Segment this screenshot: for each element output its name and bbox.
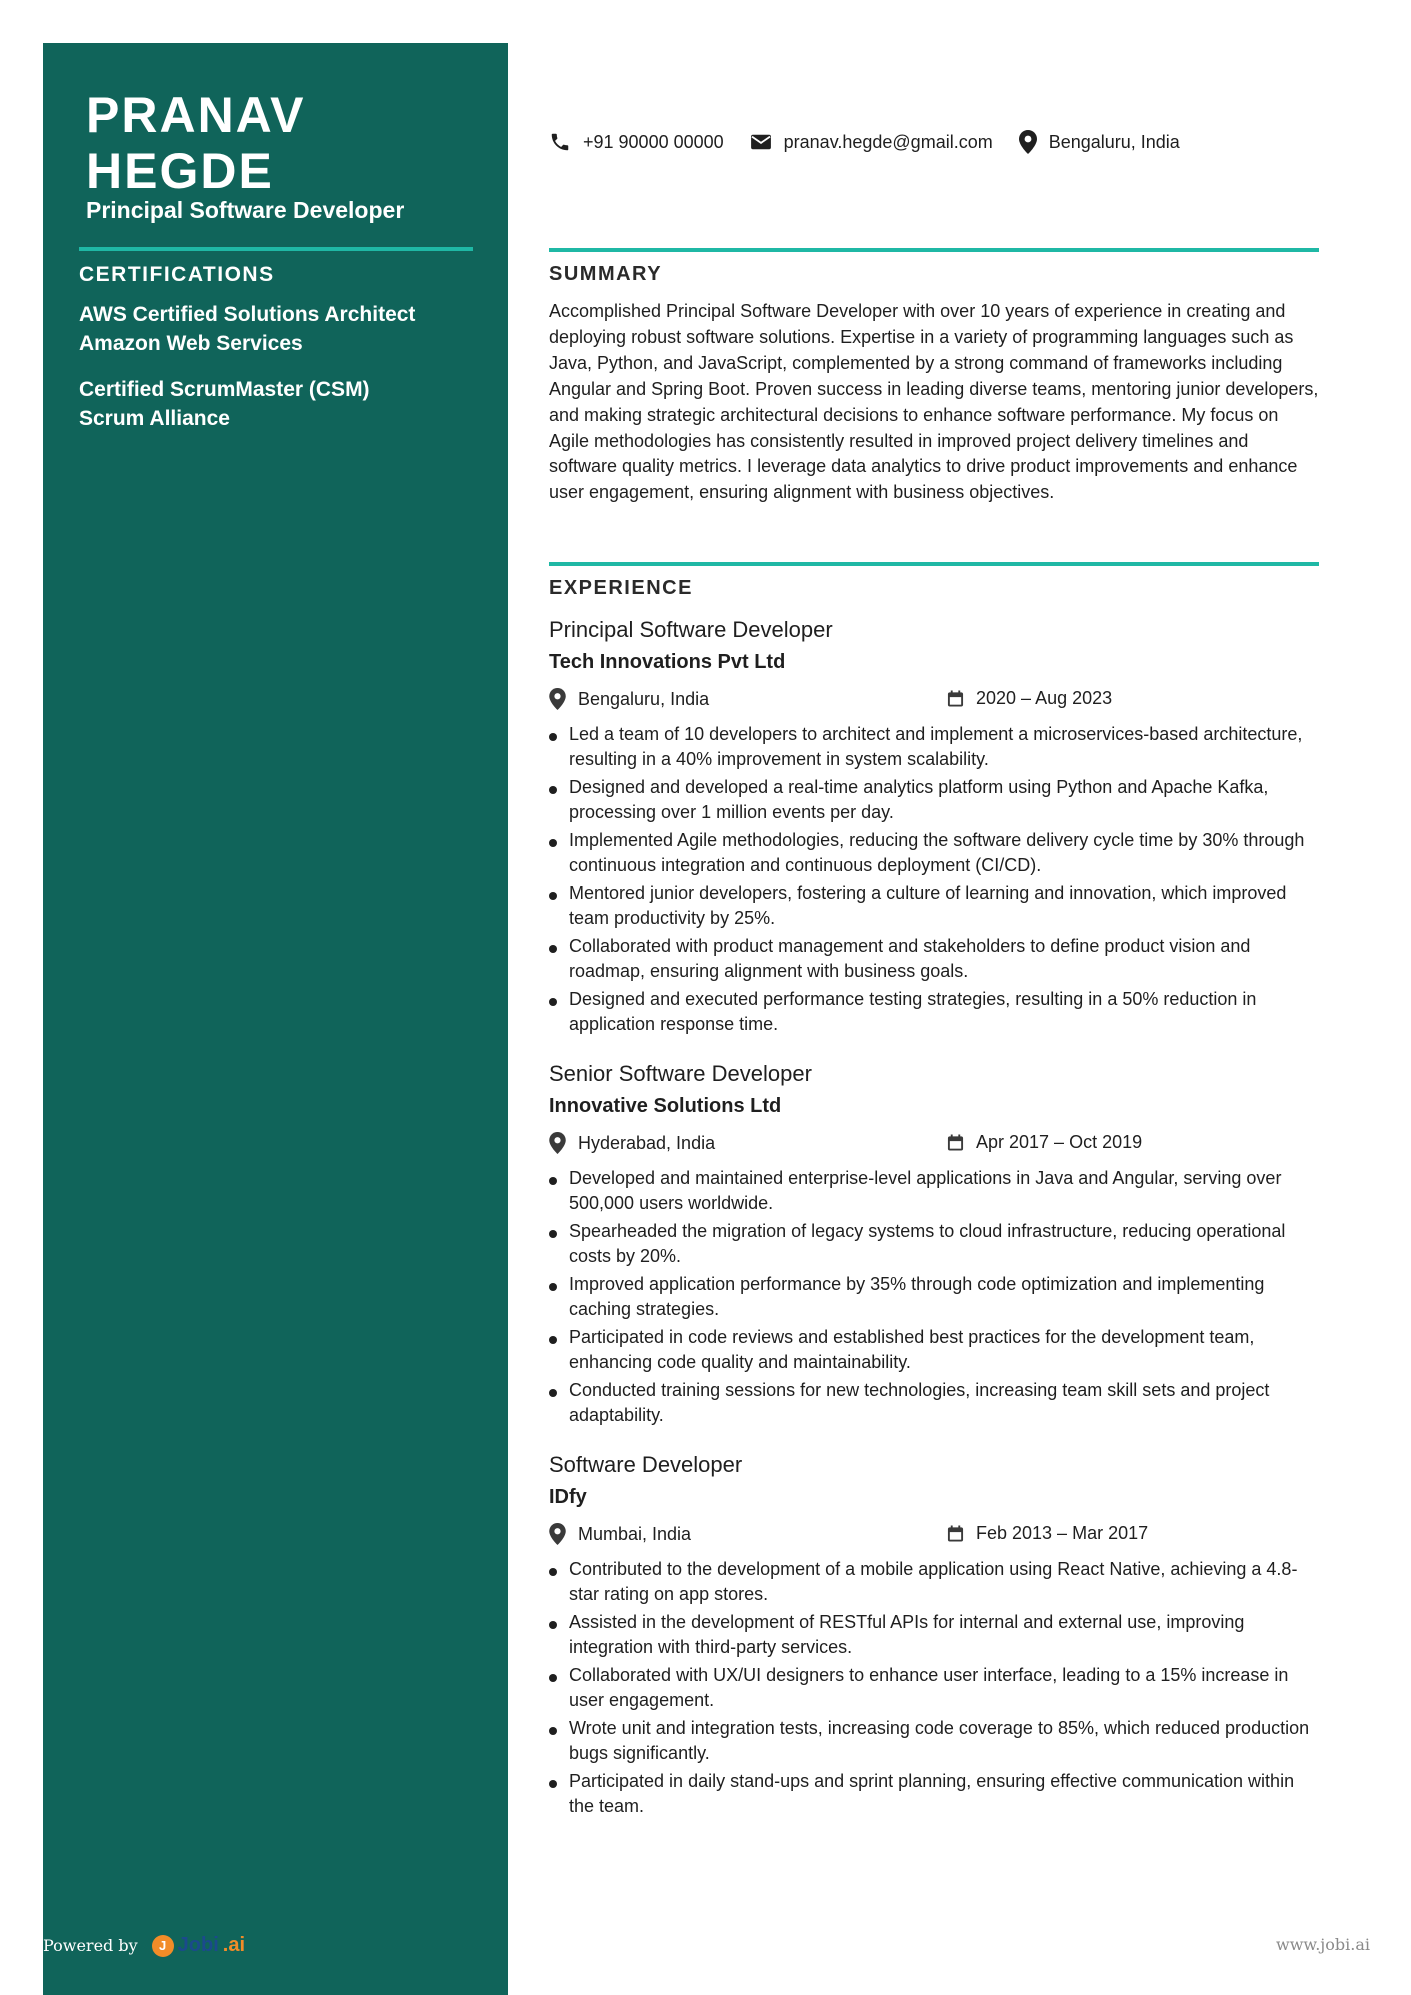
powered-by-label: Powered by xyxy=(43,1936,138,1955)
job-bullet: Collaborated with UX/UI designers to enhance user interface, leading to a 15% increase in user engagement. xyxy=(549,1663,1321,1713)
certification-item xyxy=(79,375,370,433)
job-bullet: Mentored junior developers, fostering a culture of learning and innovation, which improved team productivity by 25%. xyxy=(549,881,1321,931)
first-name: PRANAV xyxy=(86,87,306,143)
job-bullet: Designed and developed a real-time analytics platform using Python and Apache Kafka, processing over 1 million events per day. xyxy=(549,775,1321,825)
job-location xyxy=(549,1132,715,1154)
job-bullet: Collaborated with product management and stakeholders to define product vision and roadmap, ensuring alignment with business goals. xyxy=(549,934,1321,984)
job-title: Senior Software Developer xyxy=(549,1061,812,1086)
certification-item xyxy=(79,300,415,358)
job-location-text: Bengaluru, India xyxy=(578,688,710,709)
job-meta xyxy=(549,1523,1321,1549)
certification-name: Certified ScrumMaster (CSM) xyxy=(79,378,370,401)
job-meta xyxy=(549,1132,1321,1158)
job-title: Software Developer xyxy=(549,1452,743,1477)
job-bullet: Improved application performance by 35% through code optimization and implementing caching strategies. xyxy=(549,1272,1321,1322)
experience-divider xyxy=(549,562,1319,566)
job-dates xyxy=(947,1523,1148,1544)
jobi-logo-word: Jobi xyxy=(177,1934,219,1956)
certification-issuer: Scrum Alliance xyxy=(79,407,230,430)
certification-issuer: Amazon Web Services xyxy=(79,332,303,355)
job-company: Innovative Solutions Ltd xyxy=(549,1095,782,1117)
job-bullets xyxy=(549,1557,1321,1819)
phone-number: +91 90000 00000 xyxy=(583,131,724,152)
job-title: Principal Software Developer xyxy=(549,617,833,642)
job-bullet: Contributed to the development of a mobile application using React Native, achieving a 4.8-star rating on app stores. xyxy=(549,1557,1321,1607)
summary-divider xyxy=(549,248,1319,252)
job-bullets xyxy=(549,722,1321,1037)
job-bullet: Participated in daily stand-ups and sprint planning, ensuring effective communication within the team. xyxy=(549,1769,1321,1819)
job-location xyxy=(549,688,709,710)
job-location xyxy=(549,1523,691,1545)
job-location-text: Hyderabad, India xyxy=(578,1132,716,1153)
certification-name: AWS Certified Solutions Architect xyxy=(79,303,416,326)
job-bullet: Conducted training sessions for new technologies, increasing team skill sets and project adaptability. xyxy=(549,1378,1321,1428)
jobi-logo-suffix: .ai xyxy=(222,1934,246,1956)
contact-email[interactable] xyxy=(750,132,993,153)
map-pin-icon xyxy=(549,688,566,710)
calendar-icon xyxy=(947,1525,964,1543)
last-name: HEGDE xyxy=(86,143,274,199)
job-company: Tech Innovations Pvt Ltd xyxy=(549,651,786,673)
job-dates xyxy=(947,1132,1142,1153)
job-company: IDfy xyxy=(549,1486,587,1508)
envelope-icon xyxy=(750,133,772,151)
calendar-icon xyxy=(947,690,964,708)
job-bullet: Designed and executed performance testing strategies, resulting in a 50% reduction in application response time. xyxy=(549,987,1321,1037)
experience-entry xyxy=(549,1058,1321,1431)
experience-entry xyxy=(549,1449,1321,1822)
job-bullet: Led a team of 10 developers to architect and implement a microservices-based architecture, resulting in a 40% improvement in system scalability. xyxy=(549,722,1321,772)
sidebar xyxy=(43,43,508,1995)
powered-by xyxy=(43,1934,245,1957)
map-pin-icon xyxy=(549,1523,566,1545)
certifications-heading: CERTIFICATIONS xyxy=(79,263,275,286)
contact-bar xyxy=(549,130,1180,154)
contact-phone[interactable] xyxy=(549,131,724,153)
candidate-title: Principal Software Developer xyxy=(86,197,405,223)
job-dates-text: 2020 – Aug 2023 xyxy=(976,688,1113,708)
job-bullets xyxy=(549,1166,1321,1428)
job-dates-text: Feb 2013 – Mar 2017 xyxy=(976,1523,1149,1543)
job-location-text: Mumbai, India xyxy=(578,1523,692,1544)
jobi-logo[interactable] xyxy=(152,1934,245,1957)
location-text: Bengaluru, India xyxy=(1048,131,1180,152)
phone-icon xyxy=(549,131,571,153)
map-pin-icon xyxy=(1019,130,1037,154)
job-bullet: Participated in code reviews and established best practices for the development team, enhancing code quality and maintainability. xyxy=(549,1325,1321,1375)
site-link[interactable]: www.jobi.ai xyxy=(1276,1935,1370,1954)
job-dates xyxy=(947,688,1112,709)
job-bullet: Spearheaded the migration of legacy systems to cloud infrastructure, reducing operational costs by 20%. xyxy=(549,1219,1321,1269)
contact-location xyxy=(1019,130,1180,154)
jobi-logo-icon: J xyxy=(152,1935,174,1957)
calendar-icon xyxy=(947,1134,964,1152)
experience-heading: EXPERIENCE xyxy=(549,577,693,599)
job-bullet: Assisted in the development of RESTful APIs for internal and external use, improving integration with third-party services. xyxy=(549,1610,1321,1660)
summary-text: Accomplished Principal Software Developer with over 10 years of experience in creating and deploying robust software solutions. Expertise in a variety of programming languages such as Java, Python, and JavaScript, complemented by a strong command of frameworks including Angular and Spring Boot. Proven success in leading diverse teams, mentoring junior developers, and making strategic architectural decisions to enhance software performance. My focus on Agile methodologies has consistently resulted in improved project delivery timelines and software quality metrics. I leverage data analytics to drive product improvements and enhance user engagement, ensuring alignment with business objectives. xyxy=(549,301,1319,503)
sidebar-divider xyxy=(79,247,473,251)
job-dates-text: Apr 2017 – Oct 2019 xyxy=(976,1132,1143,1152)
job-bullet: Implemented Agile methodologies, reducing the software delivery cycle time by 30% through continuous integration and continuous deployment (CI/CD). xyxy=(549,828,1321,878)
job-meta xyxy=(549,688,1321,714)
job-bullet: Wrote unit and integration tests, increasing code coverage to 85%, which reduced production bugs significantly. xyxy=(549,1716,1321,1766)
email-address: pranav.hegde@gmail.com xyxy=(783,131,993,152)
candidate-name xyxy=(86,87,305,199)
job-bullet: Developed and maintained enterprise-level applications in Java and Angular, serving over 500,000 users worldwide. xyxy=(549,1166,1321,1216)
experience-entry xyxy=(549,614,1321,1040)
summary-heading: SUMMARY xyxy=(549,263,663,285)
map-pin-icon xyxy=(549,1132,566,1154)
